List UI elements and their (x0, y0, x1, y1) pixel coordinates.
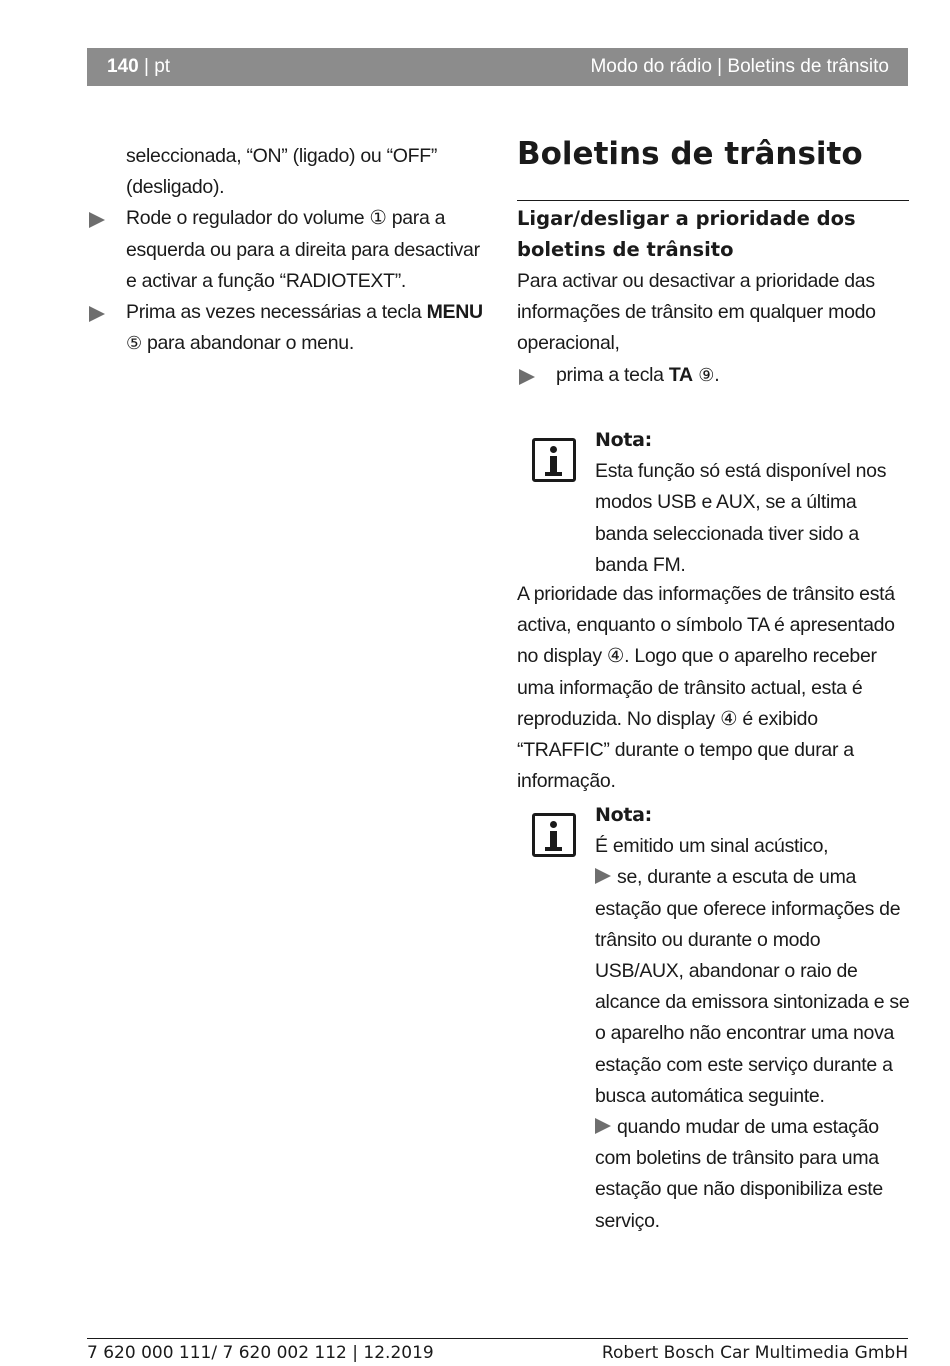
company-name: Robert Bosch Car Multimedia GmbH (601, 1343, 908, 1363)
bullet-arrow-icon (595, 1118, 611, 1134)
page-header (87, 48, 908, 86)
page-number: 140 (107, 56, 139, 77)
bullet-ta (517, 360, 909, 391)
footer-divider (87, 1338, 908, 1339)
bullet-arrow-icon (519, 369, 535, 385)
note-item-text: se, durante a escuta de uma estação que oferece informações de trânsito ou durante o modo USB/AUX, abandonar o raio de alcance da emissora sintonizada e se o aparelho não encontrar uma nova estação com este serviço durante a busca automática seguinte. (595, 866, 910, 1107)
menu-key-label: MENU (426, 301, 483, 324)
note-title: Nota: (595, 429, 652, 451)
note-title: Nota: (595, 804, 652, 826)
bullet-menu-suffix: para abandonar o menu. (141, 332, 354, 355)
right-column (517, 130, 910, 1232)
info-icon (532, 813, 576, 857)
bullet-ta-prefix: prima a tecla (556, 363, 669, 386)
continuation-text: seleccionada, “ON” (ligado) ou “OFF” (desligado). (126, 145, 438, 199)
note-item-text: quando mudar de uma estação com boletins de trânsito para uma estação que não disponibiliza este serviço. (595, 1116, 883, 1232)
bullet-menu-prefix: Prima as vezes necessárias a tecla (126, 301, 427, 324)
bullet-arrow-icon (595, 868, 611, 884)
menu-key-ref: ⑤ (126, 333, 142, 355)
note-usb-aux-content (595, 425, 911, 581)
doc-number: 7 620 000 111/ 7 620 002 112 | 12.2019 (87, 1343, 434, 1363)
note-intro: É emitido um sinal acústico, (595, 835, 829, 858)
title-divider (517, 200, 909, 201)
note-item (595, 862, 911, 1112)
bullet-volume-text: Rode o regulador do volume ① para a esquerda ou para a direita para desactivar e activar a função “RADIOTEXT”. (126, 207, 480, 292)
bullet-menu (87, 297, 487, 359)
note-acoustic-content (595, 800, 911, 1237)
left-column (87, 141, 487, 359)
page-title: Boletins de trânsito (517, 136, 863, 172)
bullet-arrow-icon (89, 306, 105, 322)
header-separator: | (143, 56, 149, 77)
language-code: pt (154, 56, 171, 77)
bullet-volume (87, 203, 487, 297)
intro-section (517, 266, 909, 391)
traffic-paragraph: A prioridade das informações de trânsito está activa, enquanto o símbolo TA é apresentado no display ④. Logo que o aparelho receber uma informação de trânsito actual, esta é reproduzida. No display ④ é exibido “TRAFFIC” durante o tempo que durar a informação. (517, 583, 895, 793)
note-item (595, 1112, 911, 1237)
page-number-label (107, 56, 170, 78)
info-icon (532, 438, 576, 482)
intro-text: Para activar ou desactivar a prioridade das informações de trânsito em qualquer modo operacional, (517, 270, 876, 355)
note-acoustic (517, 800, 909, 1270)
note-text: Esta função só está disponível nos modos USB e AUX, se a última banda seleccionada tiver sido a banda FM. (595, 460, 887, 576)
subheading: Ligar/desligar a prioridade dos boletins de trânsito (517, 207, 856, 262)
bullet-arrow-icon (89, 212, 105, 228)
note-usb-aux (517, 425, 909, 576)
ta-key-label: TA (668, 363, 693, 386)
ta-key-ref: ⑨. (692, 364, 720, 386)
section-title: Modo do rádio | Boletins de trânsito (590, 56, 889, 77)
